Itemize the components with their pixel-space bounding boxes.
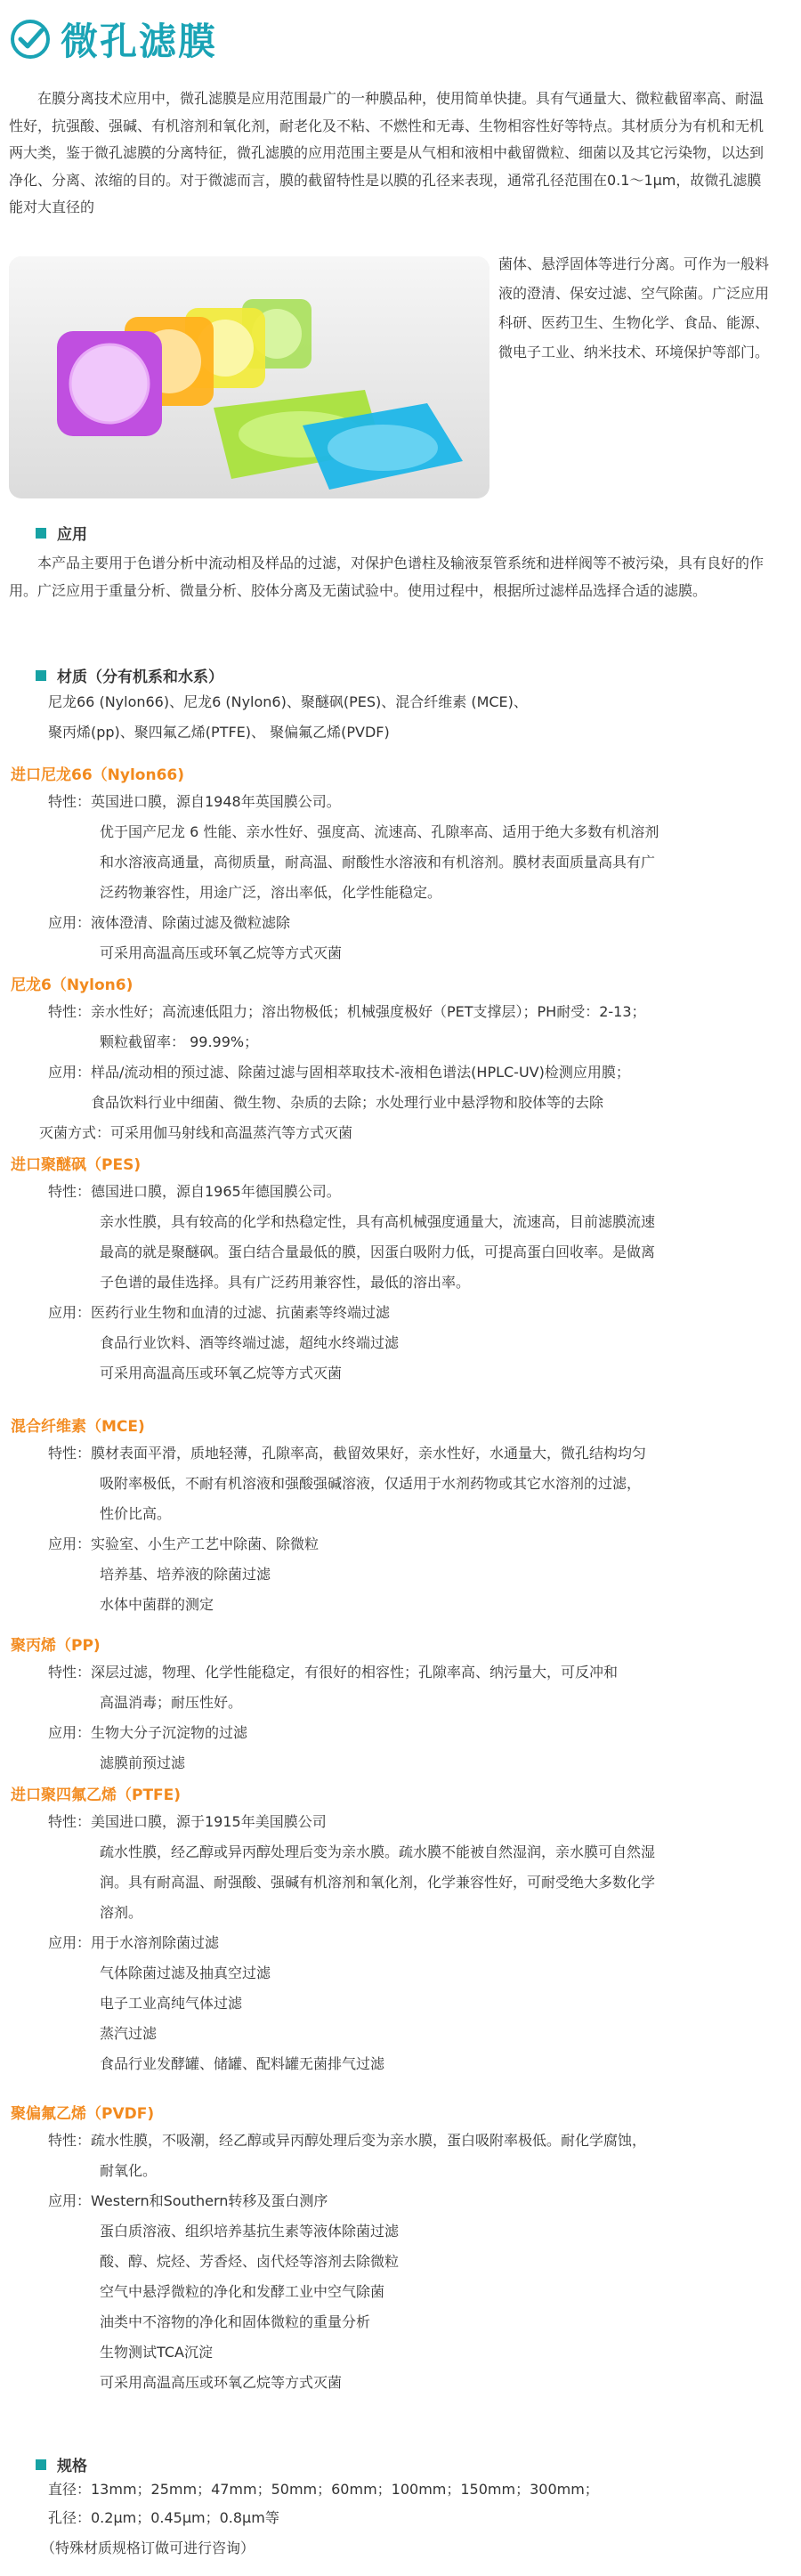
item-line: 食品饮料行业中细菌、微生物、杂质的去除；水处理行业中悬浮物和胶体等的去除	[91, 1094, 604, 1111]
item-body-mce	[48, 1438, 776, 1620]
item-body-ptfe	[48, 1807, 776, 2079]
item-heading-pes: 进口聚醚砜（PES)	[11, 1156, 142, 1174]
section-title: 应用	[57, 526, 87, 544]
check-circle-icon	[9, 18, 52, 61]
item-heading-pp: 聚丙烯（PP)	[11, 1637, 101, 1655]
item-line: 可采用高温高压或环氧乙烷等方式灭菌	[100, 1365, 343, 1381]
page-header	[9, 14, 217, 64]
item-line: 食品行业饮料、酒等终端过滤，超纯水终端过滤	[100, 1334, 400, 1351]
item-line: 蒸汽过滤	[100, 2025, 158, 2042]
filter-membranes-photo	[9, 256, 490, 498]
item-line: 性价比高。	[100, 1505, 172, 1522]
item-line: 可采用高温高压或环氧乙烷等方式灭菌	[100, 2374, 343, 2391]
item-line: 特性：美国进口膜，源于1915年美国膜公司	[48, 1813, 327, 1830]
item-line: 优于国产尼龙 6 性能、亲水性好、强度高、流速高、孔隙率高、适用于绝大多数有机溶剂	[100, 823, 659, 840]
section-specs-heading	[36, 2453, 87, 2475]
materials-list	[48, 687, 776, 748]
page-title: 微孔滤膜	[61, 20, 218, 63]
section-marker	[36, 2459, 46, 2470]
item-line: 应用：用于水溶剂除菌过滤	[48, 1934, 220, 1951]
item-line: 高温消毒；耐压性好。	[100, 1694, 243, 1711]
item-line: 特性：膜材表面平滑，质地轻薄，孔隙率高，截留效果好，亲水性好，水通量大，微孔结构均匀	[48, 1445, 647, 1462]
item-heading-nylon66: 进口尼龙66（Nylon66)	[11, 766, 185, 784]
item-line: 泛药物兼容性，用途广泛，溶出率低，化学性能稳定。	[100, 884, 442, 901]
item-line: 食品行业发酵罐、储罐、配料罐无菌排气过滤	[100, 2055, 385, 2072]
item-line: 耐氧化。	[100, 2162, 158, 2179]
item-line: 空气中悬浮微粒的净化和发酵工业中空气除菌	[100, 2283, 385, 2300]
item-line: 应用：样品/流动相的预过滤、除菌过滤与固相萃取技术-液相色谱法(HPLC-UV)检测应用膜；	[48, 1064, 630, 1081]
item-body-nylon66	[48, 787, 776, 968]
section-application-heading	[36, 522, 87, 544]
section-title: 材质（分有机系和水系）	[57, 668, 223, 686]
item-line: 润。具有耐高温、耐强酸、强碱有机溶剂和氧化剂，化学兼容性好，可耐受绝大多数化学	[100, 1874, 656, 1891]
item-body-pp	[48, 1657, 776, 1778]
item-line: 特性：英国进口膜，源自1948年英国膜公司。	[48, 793, 341, 810]
item-line: 亲水性膜，具有较高的化学和热稳定性，具有高机械强度通量大，流速高，目前滤膜流速	[100, 1213, 656, 1230]
item-line: 酸、醇、烷烃、芳香烃、卤代烃等溶剂去除微粒	[100, 2253, 400, 2270]
materials-line: 尼龙66 (Nylon66)、尼龙6 (Nylon6)、聚醚砜(PES)、混合纤维素 (MCE)、	[48, 693, 528, 710]
item-line: 疏水性膜，经乙醇或异丙醇处理后变为亲水膜。疏水膜不能被自然湿润，亲水膜可自然湿	[100, 1843, 656, 1860]
item-line: 电子工业高纯气体过滤	[100, 1995, 243, 2012]
item-line: 滤膜前预过滤	[100, 1754, 186, 1771]
item-line: 最高的就是聚醚砜。蛋白结合量最低的膜，因蛋白吸附力低，可提高蛋白回收率。是做离	[100, 1243, 656, 1260]
section-title: 规格	[57, 2458, 87, 2475]
item-line: 应用：Western和Southern转移及蛋白测序	[48, 2192, 328, 2209]
spec-diameter: 直径：13mm；25mm；47mm；50mm；60mm；100mm；150mm；300mm；	[48, 2481, 599, 2498]
materials-line: 聚丙烯(pp)、聚四氟乙烯(PTFE)、 聚偏氟乙烯(PVDF)	[48, 724, 390, 741]
item-line: 溶剂。	[100, 1904, 143, 1921]
spec-pore-size: 孔径：0.2μm；0.45μm；0.8μm等	[48, 2509, 279, 2526]
item-body-nylon6	[39, 997, 776, 1148]
item-line: 应用：实验室、小生产工艺中除菌、除微粒	[48, 1535, 320, 1552]
spec-note: （特殊材质规格订做可进行咨询）	[41, 2540, 255, 2556]
item-line: 蛋白质溶液、组织培养基抗生素等液体除菌过滤	[100, 2223, 400, 2240]
item-heading-nylon6: 尼龙6（Nylon6)	[11, 976, 134, 994]
item-line: 子色谱的最佳选择。具有广泛药用兼容性，最低的溶出率。	[100, 1274, 471, 1291]
item-line: 应用：液体澄清、除菌过滤及微粒滤除	[48, 914, 291, 931]
item-line: 和水溶液高通量，高彻质量，耐高温、耐酸性水溶液和有机溶剂。膜材表面质量高具有广	[100, 854, 656, 871]
item-line: 灭菌方式：可采用伽马射线和高温蒸汽等方式灭菌	[39, 1124, 353, 1141]
item-line: 水体中菌群的测定	[100, 1596, 214, 1613]
section-materials-heading	[36, 664, 223, 686]
item-line: 油类中不溶物的净化和固体微粒的重量分析	[100, 2313, 371, 2330]
item-heading-pvdf: 聚偏氟乙烯（PVDF)	[11, 2105, 155, 2123]
section-marker	[36, 528, 46, 539]
item-line: 应用：生物大分子沉淀物的过滤	[48, 1724, 248, 1741]
section-marker	[36, 670, 46, 681]
item-line: 颗粒截留率： 99.99%；	[100, 1033, 259, 1050]
item-line: 气体除菌过滤及抽真空过滤	[100, 1964, 271, 1981]
intro-paragraph-continued: 菌体、悬浮固体等进行分离。可作为一般料液的澄清、保安过滤、空气除菌。广泛应用科研、医药卫生、生物化学、食品、能源、微电子工业、纳米技术、环境保护等部门。	[498, 255, 770, 360]
item-heading-ptfe: 进口聚四氟乙烯（PTFE)	[11, 1786, 182, 1804]
item-body-pvdf	[48, 2126, 776, 2398]
intro-paragraph: 在膜分离技术应用中，微孔滤膜是应用范围最广的一种膜品种，使用简单快捷。具有气通量大、微粒截留率高、耐温性好，抗强酸、强碱、有机溶剂和氧化剂，耐老化及不粘、不燃性和无毒、生物相容性好等特点。其材质分为有机和无机两大类，鉴于微孔滤膜的分离特征，微孔滤膜的应用范围主要是从气相和液相中截留微粒、细菌以及其它污染物，以达到净化、分离、浓缩的目的。对于微滤而言，膜的截留特性是以膜的孔径来表现，通常孔径范围在0.1～1μm，故微孔滤膜能对大直径的	[9, 90, 765, 215]
item-line: 特性：深层过滤，物理、化学性能稳定，有很好的相容性；孔隙率高、纳污量大，可反冲和	[48, 1664, 619, 1681]
application-text: 本产品主要用于色谱分析中流动相及样品的过滤，对保护色谱柱及输液泵管系统和进样阀等不被污染，具有良好的作用。广泛应用于重量分析、微量分析、胶体分离及无菌试验中。使用过程中，根据所过滤样品选择合适的滤膜。	[9, 555, 765, 599]
item-line: 特性：亲水性好；高流速低阻力；溶出物极低；机械强度极好（PET支撑层）；PH耐受：2-13；	[48, 1003, 646, 1020]
item-heading-mce: 混合纤维素（MCE)	[11, 1418, 145, 1436]
item-line: 应用：医药行业生物和血清的过滤、抗菌素等终端过滤	[48, 1304, 391, 1321]
item-line: 培养基、培养液的除菌过滤	[100, 1566, 271, 1583]
item-line: 可采用高温高压或环氧乙烷等方式灭菌	[100, 944, 343, 961]
item-line: 生物测试TCA沉淀	[100, 2344, 213, 2361]
filter-membranes-illustration	[9, 256, 490, 498]
item-body-pes	[48, 1177, 776, 1389]
item-line: 特性：德国进口膜，源自1965年德国膜公司。	[48, 1183, 341, 1200]
item-line: 吸附率极低，不耐有机溶液和强酸强碱溶液，仅适用于水剂药物或其它水溶剂的过滤，	[100, 1475, 642, 1492]
item-line: 特性：疏水性膜，不吸潮，经乙醇或异丙醇处理后变为亲水膜，蛋白吸附率极低。耐化学腐蚀，	[48, 2132, 647, 2149]
